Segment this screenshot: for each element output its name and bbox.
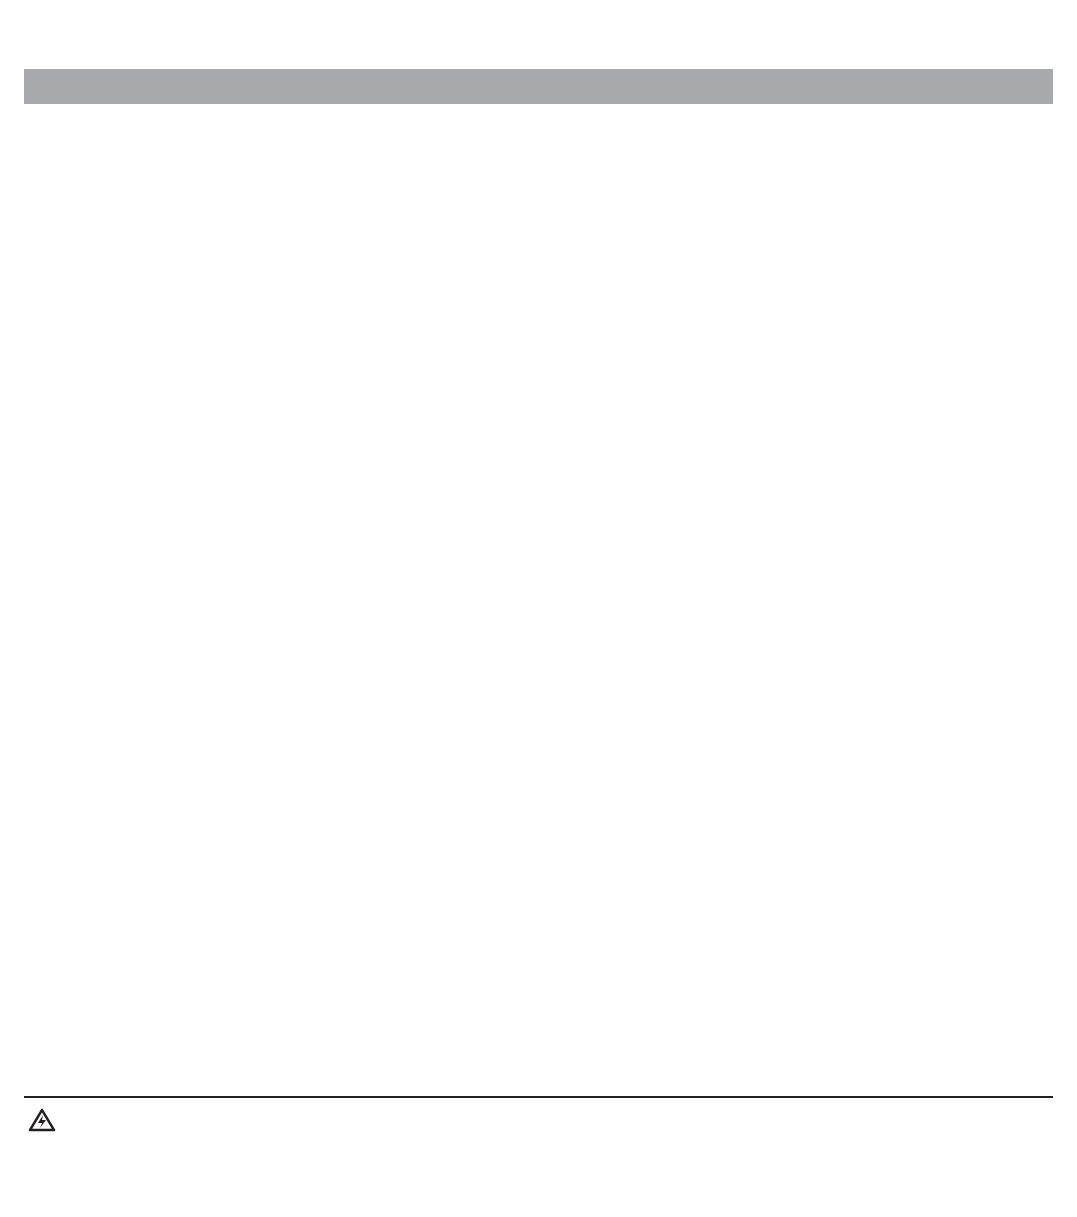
- warning-note: [28, 1108, 56, 1133]
- table-header: [24, 69, 1053, 104]
- table-bottom-rule: [24, 1096, 1053, 1098]
- shock-warning-icon: [28, 1108, 56, 1132]
